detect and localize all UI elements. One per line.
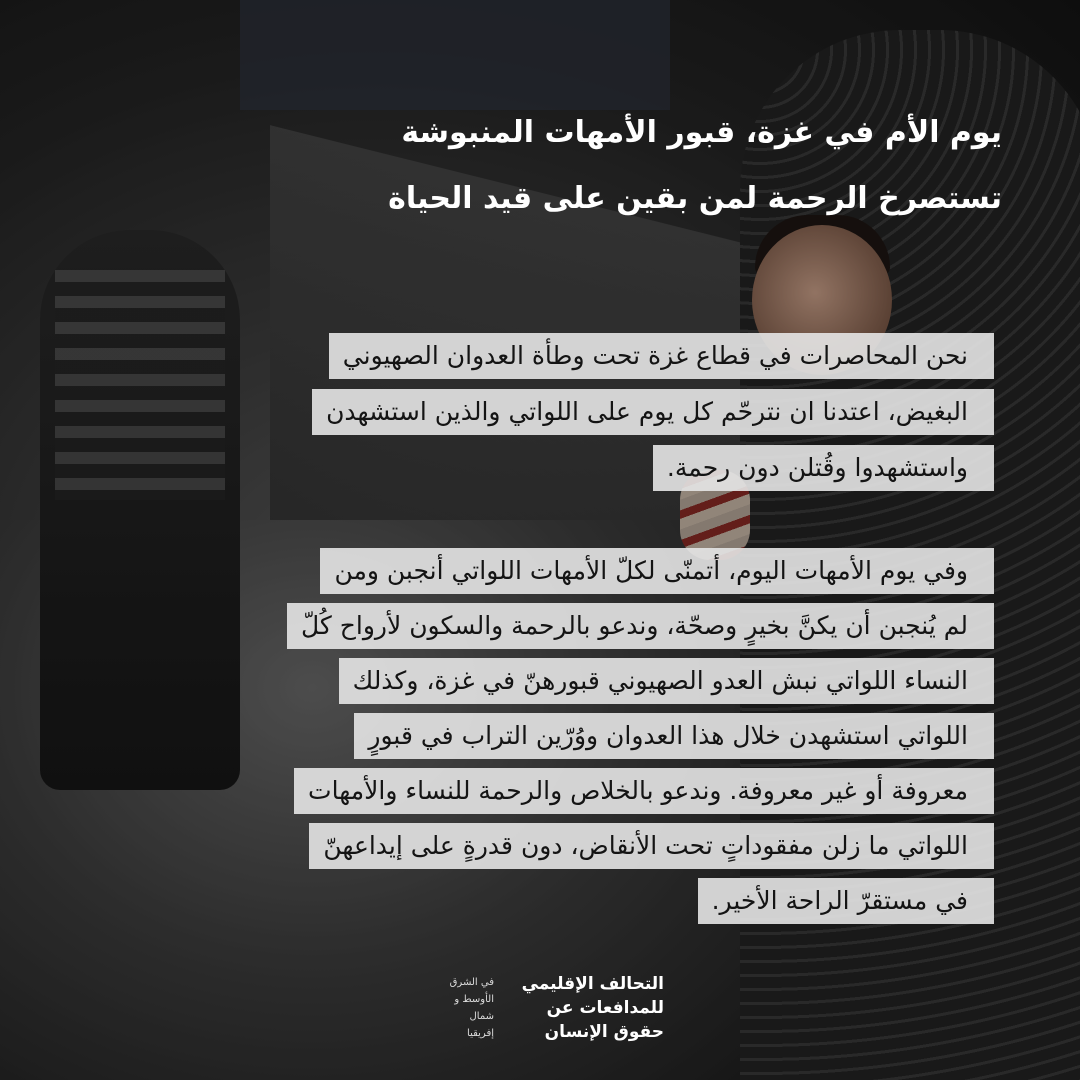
logo-main-text	[504, 972, 664, 1044]
headline-line-1: يوم الأم في غزة، قبور الأمهات المنبوشة	[401, 115, 1002, 150]
paragraph-1-line-2: البغيض، اعتدنا ان نترحّم كل يوم على اللواتي والذين استشهدن	[312, 389, 994, 435]
paragraph-2-line-2: لم يُنجبن أن يكنَّ بخيرٍ وصحّة، وندعو بالرحمة والسكون لأرواح كُلّ	[287, 603, 994, 649]
paragraph-2-line-3: النساء اللواتي نبش العدو الصهيوني قبورهنّ في غزة، وكذلك	[339, 658, 994, 704]
headline	[42, 100, 1002, 232]
logo-sub-line-3: شمال	[469, 1011, 494, 1022]
paragraph-1-line-3: واستشهدوا وقُتلن دون رحمة.	[653, 445, 994, 491]
logo-main-line-3: حقوق الإنسان	[544, 1022, 664, 1042]
organization-logo	[414, 972, 664, 1054]
paragraph-2-line-5: معروفة أو غير معروفة. وندعو بالخلاص والرحمة للنساء والأمهات	[294, 768, 994, 814]
headline-line-2: تستصرخ الرحمة لمن بقين على قيد الحياة	[388, 181, 1002, 216]
paragraph-2-line-7: في مستقرّ الراحة الأخير.	[698, 878, 994, 924]
logo-sub-line-1: في الشرق	[449, 977, 494, 988]
logo-sub-text	[414, 974, 494, 1042]
paragraph-2-line-1: وفي يوم الأمهات اليوم، أتمنّى لكلّ الأمهات اللواتي أنجبن ومن	[320, 548, 994, 594]
paragraph-2-line-4: اللواتي استشهدن خلال هذا العدوان ووُرّين التراب في قبورٍ	[354, 713, 994, 759]
logo-sub-line-4: إفريقيا	[467, 1028, 494, 1039]
paragraph-1-line-1: نحن المحاصرات في قطاع غزة تحت وطأة العدوان الصهيوني	[329, 333, 994, 379]
logo-main-line-1: التحالف الإقليمي	[521, 974, 664, 994]
logo-sub-line-2: الأوسط و	[454, 994, 494, 1005]
logo-main-line-2: للمدافعات عن	[546, 998, 664, 1018]
paragraph-2-line-6: اللواتي ما زلن مفقوداتٍ تحت الأنقاض، دون قدرةٍ على إيداعهنّ	[309, 823, 994, 869]
